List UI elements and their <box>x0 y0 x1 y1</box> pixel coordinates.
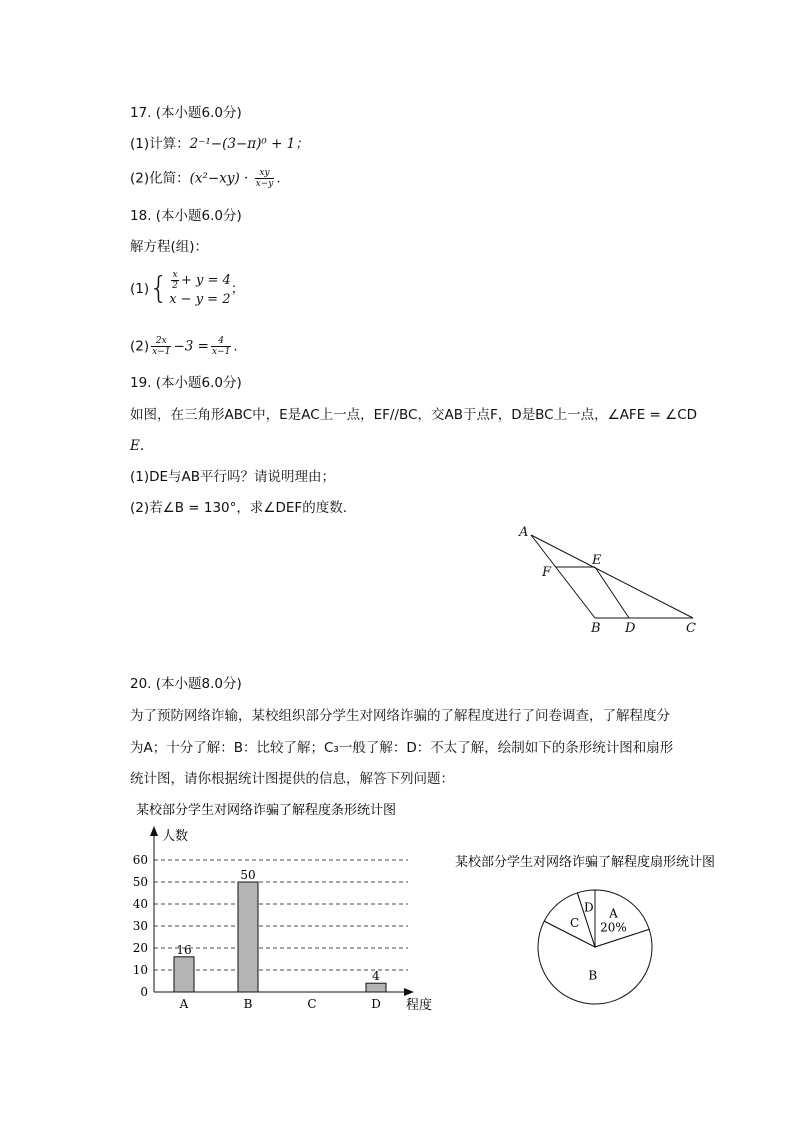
q17-part1-label: (1)计算： <box>130 136 190 152</box>
q17-part1-expr: 2⁻¹−(3−π)⁰ + 1； <box>189 136 309 152</box>
q18-frac2-num: 4 <box>211 336 231 347</box>
eq1-rest: + y = 4 <box>180 273 231 288</box>
q17-part2 <box>130 168 281 189</box>
q19-text-line1: 如图，在三角形ABC中，E是AC上一点，EF//BC，交AB于点F，D是BC上一点，∠AFE = ∠CD <box>130 407 698 423</box>
q20-text-line1: 为了预防网络诈输，某校组织部分学生对网络诈骗的了解程度进行了问卷调查，了解程度分 <box>130 708 670 724</box>
q18-frac1-den: x−1 <box>152 347 171 357</box>
x-tick-label: C <box>307 997 317 1011</box>
eq1-fraction <box>171 270 179 291</box>
q18-part2-label: (2) <box>130 338 150 355</box>
pie-percent-label: 20% <box>600 920 627 935</box>
q18-fraction-1 <box>151 336 171 357</box>
eq1-num: x <box>172 270 178 280</box>
pie-label-A: A <box>609 906 618 921</box>
q18-part1 <box>130 270 244 308</box>
eq1-den: 2 <box>172 281 178 291</box>
y-tick-label: 0 <box>140 985 148 999</box>
q19-heading: 19. (本小题6.0分) <box>130 375 242 391</box>
y-tick-label: 50 <box>132 875 148 889</box>
label-D: D <box>625 621 636 636</box>
y-tick-label: 10 <box>132 963 148 977</box>
q18-intro: 解方程(组)： <box>130 239 209 255</box>
label-A: A <box>519 525 529 540</box>
q19-part1: (1)DE与AB平行吗？请说明理由； <box>130 469 336 485</box>
pie-chart-title: 某校部分学生对网络诈骗了解程度扇形统计图 <box>454 855 716 870</box>
bar-D <box>366 983 386 992</box>
bar-chart <box>118 796 448 1016</box>
q17-part2-end: . <box>276 170 281 187</box>
q20-heading: 20. (本小题8.0分) <box>130 676 242 692</box>
q19-part2: (2)若∠B = 130°，求∠DEF的度数. <box>130 500 347 516</box>
q17-fraction-num: xy <box>255 168 275 179</box>
equation-2: x − y = 2 <box>169 292 231 307</box>
q17-fraction-den: x−y <box>255 179 274 189</box>
y-tick-label: 20 <box>132 941 148 955</box>
y-axis-arrow-icon <box>150 826 158 836</box>
q18-frac2-den: x−1 <box>211 347 231 357</box>
q18-part2 <box>130 336 238 357</box>
equation-1 <box>169 270 231 291</box>
q18-part1-end: ； <box>230 281 245 297</box>
bar-B <box>238 882 258 992</box>
pie-label-C: C <box>570 916 580 931</box>
q18-part2-end: . <box>233 338 238 355</box>
q17-fraction <box>255 168 275 189</box>
y-tick-label: 30 <box>132 919 148 933</box>
q18-fraction-2 <box>211 336 231 357</box>
q19-text-line2: E. <box>130 438 145 454</box>
q18-frac1-num: 2x <box>151 336 171 347</box>
segment-AB <box>531 535 595 618</box>
q20-text-line2: 为A；十分了解：B：比较了解；C₃一般了解：D：不太了解，绘制如下的条形统计图和扇形 <box>130 740 674 756</box>
label-C: C <box>686 621 696 636</box>
y-tick-label: 60 <box>132 853 148 867</box>
bar-data-label: 50 <box>240 868 256 882</box>
label-E: E <box>592 553 602 568</box>
label-F: F <box>542 565 552 580</box>
y-axis-label: 人数 <box>162 829 189 844</box>
x-axis-label: 程度 <box>406 998 433 1013</box>
segment-AC <box>531 535 693 618</box>
q17-part1 <box>130 135 309 153</box>
pie-label-D: D <box>583 900 594 915</box>
q17-heading: 17. (本小题6.0分) <box>130 105 242 121</box>
equation-system <box>169 270 231 308</box>
x-tick-label: B <box>243 997 253 1011</box>
pie-chart <box>445 846 740 1021</box>
left-brace-icon: { <box>149 271 169 306</box>
q18-part2-mid: −3 = <box>173 338 209 355</box>
bar-data-label: 16 <box>176 942 192 957</box>
bar-A <box>174 957 194 992</box>
bar-chart-title: 某校部分学生对网络诈骗了解程度条形统计图 <box>135 803 397 818</box>
q17-part2-label: (2)化简： <box>130 170 190 187</box>
q18-heading: 18. (本小题6.0分) <box>130 208 242 224</box>
q17-part2-expr: (x²−xy) · <box>189 170 249 187</box>
x-tick-label: D <box>371 997 381 1011</box>
pie-label-B: B <box>588 968 598 983</box>
q18-part1-label: (1) <box>130 281 150 297</box>
y-tick-label: 40 <box>132 897 148 911</box>
bar-data-label: 4 <box>372 969 380 984</box>
triangle-figure <box>510 518 710 643</box>
segment-DE <box>595 567 629 618</box>
x-axis-arrow-icon <box>404 988 414 996</box>
label-B: B <box>591 621 601 636</box>
q20-text-line3: 统计图，请你根据统计图提供的信息，解答下列问题： <box>130 771 454 787</box>
x-tick-label: A <box>179 997 189 1011</box>
